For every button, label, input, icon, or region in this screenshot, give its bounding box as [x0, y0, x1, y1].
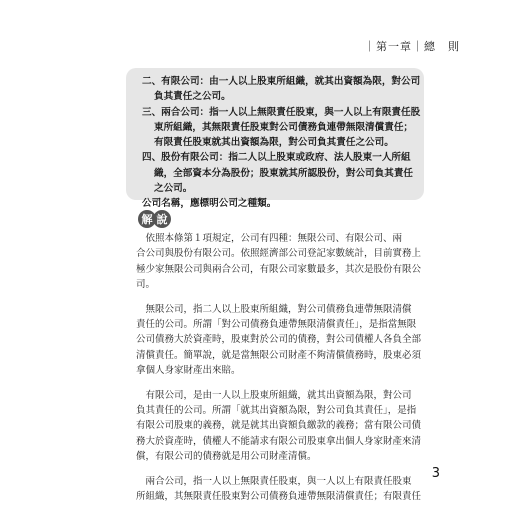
body-text-line: 無限公司，指二人以上股東所組織，對公司債務負連帶無限清償 — [136, 303, 412, 315]
statute-line: 有限責任股東就其出資額為限，對公司負其責任之公司。 — [154, 137, 394, 149]
body-text-line: 公司債務大於資產時，股東對於公司的債務，對公司債權人各負全部 — [136, 334, 422, 346]
statute-line: 東所組織，其無限責任股東對公司債務負連帶無限清償責任； — [154, 121, 414, 133]
body-text-line: 責任的公司。所謂「對公司債務負連帶無限清償責任」，是指當無限 — [136, 319, 417, 331]
paragraph-gap — [136, 293, 436, 302]
body-text-line: 合公司與股份有限公司。依照經濟部公司登記家數統計，目前實務上 — [136, 248, 422, 260]
body-text-line: 所組織，其無限責任股東對公司債務負連帶無限清償責任；有限責任 — [136, 491, 422, 503]
body-text-line: 拿個人身家財產出來賠。 — [136, 365, 241, 377]
statute-excerpt-box — [126, 68, 424, 210]
paragraph-gap — [136, 379, 436, 388]
running-header: ｜第一章｜總 則 — [364, 40, 460, 53]
statute-line: 織，全部資本分為股份；股東就其所認股份，對公司負其責任 — [154, 167, 414, 179]
section-label-char-2: 說 — [153, 210, 171, 228]
body-text-line: 務大於資產時，債權人不能請求有限公司股東拿出個人身家財產來清 — [136, 435, 422, 447]
section-label-char-1: 解 — [138, 210, 156, 228]
page-number: 3 — [431, 466, 440, 481]
statute-line: 三、兩合公司：指一人以上無限責任股東，與一人以上有限責任股 — [142, 106, 421, 118]
paragraph-gap — [136, 465, 436, 474]
body-text-line: 極少家無限公司與兩合公司，有限公司家數最多，其次是股份有限公 — [136, 263, 422, 275]
body-text-line: 償，有限公司的債務就是用公司財產清償。 — [136, 451, 317, 463]
body-text-line: 清償責任。簡單說，就是當無限公司財產不夠清償債務時，股東必須 — [136, 349, 422, 361]
body-text-line: 有限公司，是由一人以上股東所組織，就其出資額為限，對公司 — [136, 389, 412, 401]
statute-line: 負其責任之公司。 — [154, 91, 231, 103]
explanation-body — [136, 231, 436, 505]
statute-line: 之公司。 — [154, 183, 193, 195]
body-text-line: 依照本條第１項規定，公司有四種：無限公司、有限公司、兩 — [136, 233, 403, 244]
statute-line: 公司名稱，應標明公司之種類。 — [142, 198, 277, 210]
explanation-section-label — [138, 210, 171, 228]
body-text-line: 司。 — [136, 279, 156, 291]
body-text-line: 負其責任的公司。所謂「就其出資額為限，對公司負其責任」，是指 — [136, 405, 417, 417]
body-text-line: 兩合公司，指一人以上無限責任股東，與一人以上有限責任股東 — [136, 475, 412, 487]
statute-line: 二、有限公司：由一人以上股東所組織，就其出資額為限，對公司 — [142, 76, 421, 87]
body-text-line: 有限公司股東的義務，就是就其出資額負繳款的義務；當有限公司債 — [136, 420, 422, 432]
statute-line: 四、股份有限公司：指二人以上股東或政府、法人股東一人所組 — [142, 152, 411, 164]
